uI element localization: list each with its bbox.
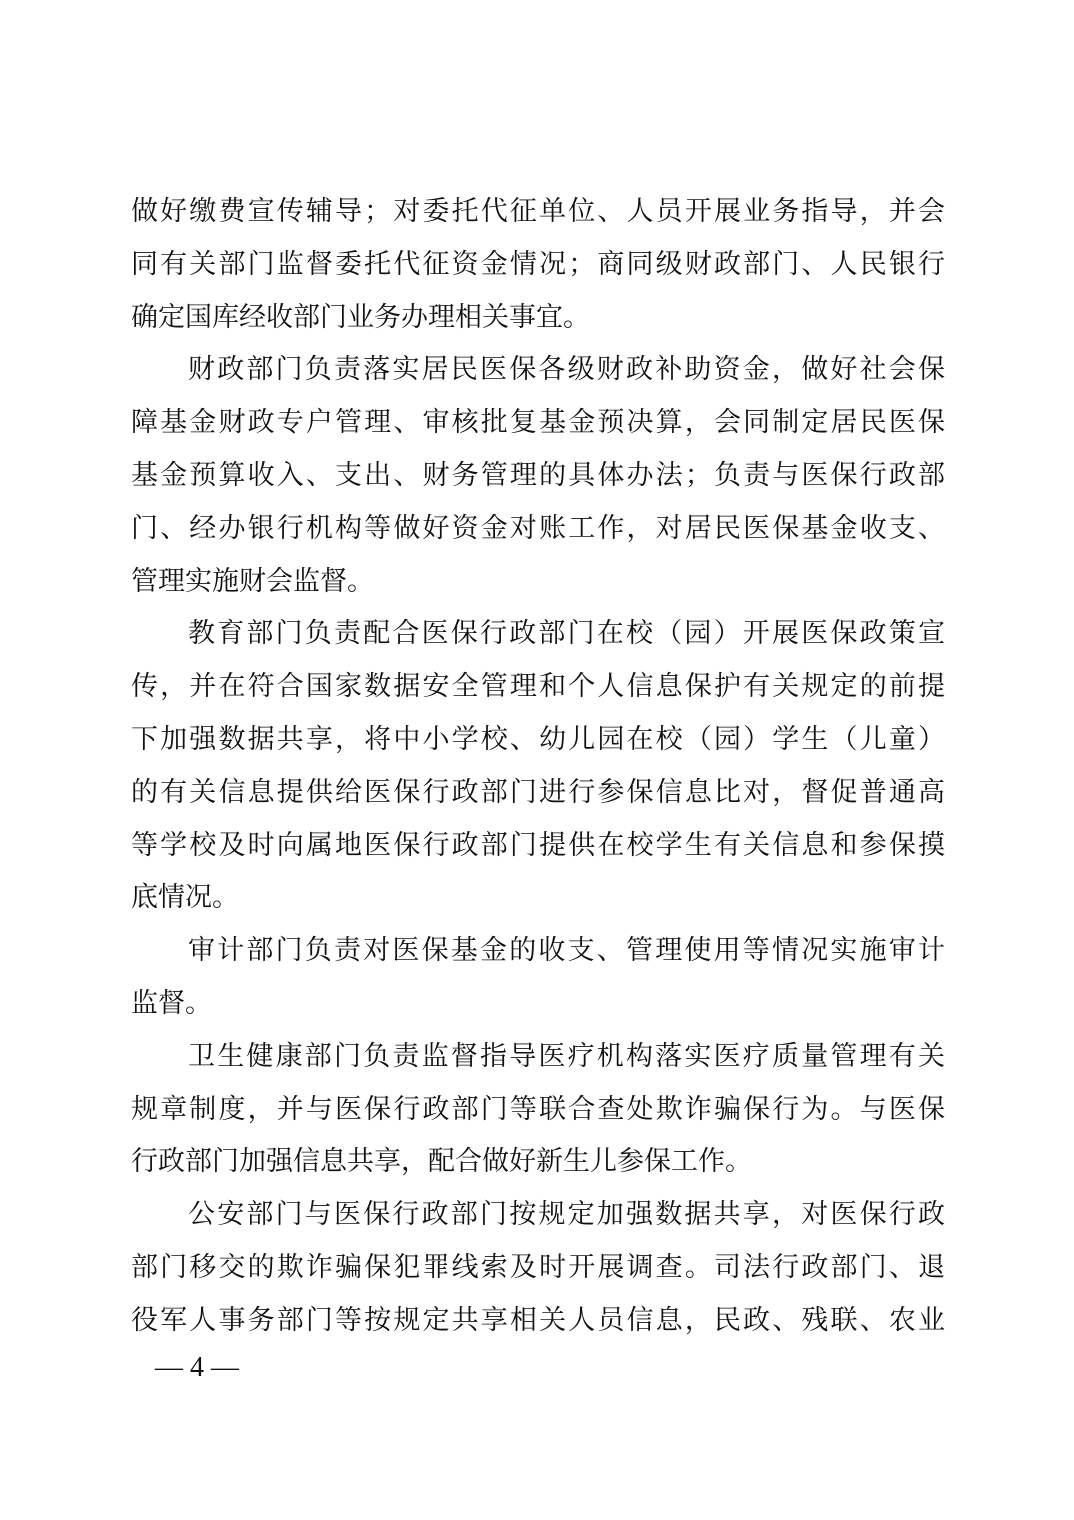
text-line: 等学校及时向属地医保行政部门提供在校学生有关信息和参保摸 (131, 829, 945, 861)
text-line: 管理实施财会监督。 (131, 565, 374, 597)
text-line: 做好缴费宣传辅导；对委托代征单位、人员开展业务指导，并会 (131, 196, 945, 227)
text-line: 基金预算收入、支出、财务管理的具体办法；负责与医保行政部 (131, 459, 945, 491)
text-line: 行政部门加强信息共享，配合做好新生儿参保工作。 (131, 1146, 752, 1178)
text-line: 部门移交的欺诈骗保犯罪线索及时开展调查。司法行政部门、退 (131, 1251, 945, 1283)
text-line: 传，并在符合国家数据安全管理和个人信息保护有关规定的前提 (131, 671, 945, 703)
paragraph-first-line: 财政部门负责落实居民医保各级财政补助资金，做好社会保 (188, 354, 945, 386)
text-line: 底情况。 (131, 882, 239, 914)
page-number: — 4 — (155, 1352, 239, 1383)
text-line: 下加强数据共享，将中小学校、幼儿园在校（园）学生（儿童） (131, 723, 945, 755)
text-line: 监督。 (131, 987, 212, 1019)
text-line: 的有关信息提供给医保行政部门进行参保信息比对，督促普通高 (131, 776, 945, 808)
text-line: 确定国库经收部门业务办理相关事宜。 (131, 301, 590, 333)
text-line: 规章制度，并与医保行政部门等联合查处欺诈骗保行为。与医保 (131, 1093, 945, 1125)
paragraph-first-line: 审计部门负责对医保基金的收支、管理使用等情况实施审计 (188, 935, 945, 967)
paragraph-first-line: 教育部门负责配合医保行政部门在校（园）开展医保政策宣 (188, 618, 945, 650)
text-line: 役军人事务部门等按规定共享相关人员信息，民政、残联、农业 (131, 1304, 945, 1336)
text-line: 障基金财政专户管理、审核批复基金预决算，会同制定居民医保 (131, 407, 945, 439)
document-body (131, 186, 945, 1348)
paragraph-first-line: 公安部门与医保行政部门按规定加强数据共享，对医保行政 (188, 1199, 945, 1231)
paragraph-first-line: 卫生健康部门负责监督指导医疗机构落实医疗质量管理有关 (188, 1040, 945, 1072)
text-line: 同有关部门监督委托代征资金情况；商同级财政部门、人民银行 (131, 248, 945, 280)
text-line: 门、经办银行机构等做好资金对账工作，对居民医保基金收支、 (131, 512, 945, 544)
